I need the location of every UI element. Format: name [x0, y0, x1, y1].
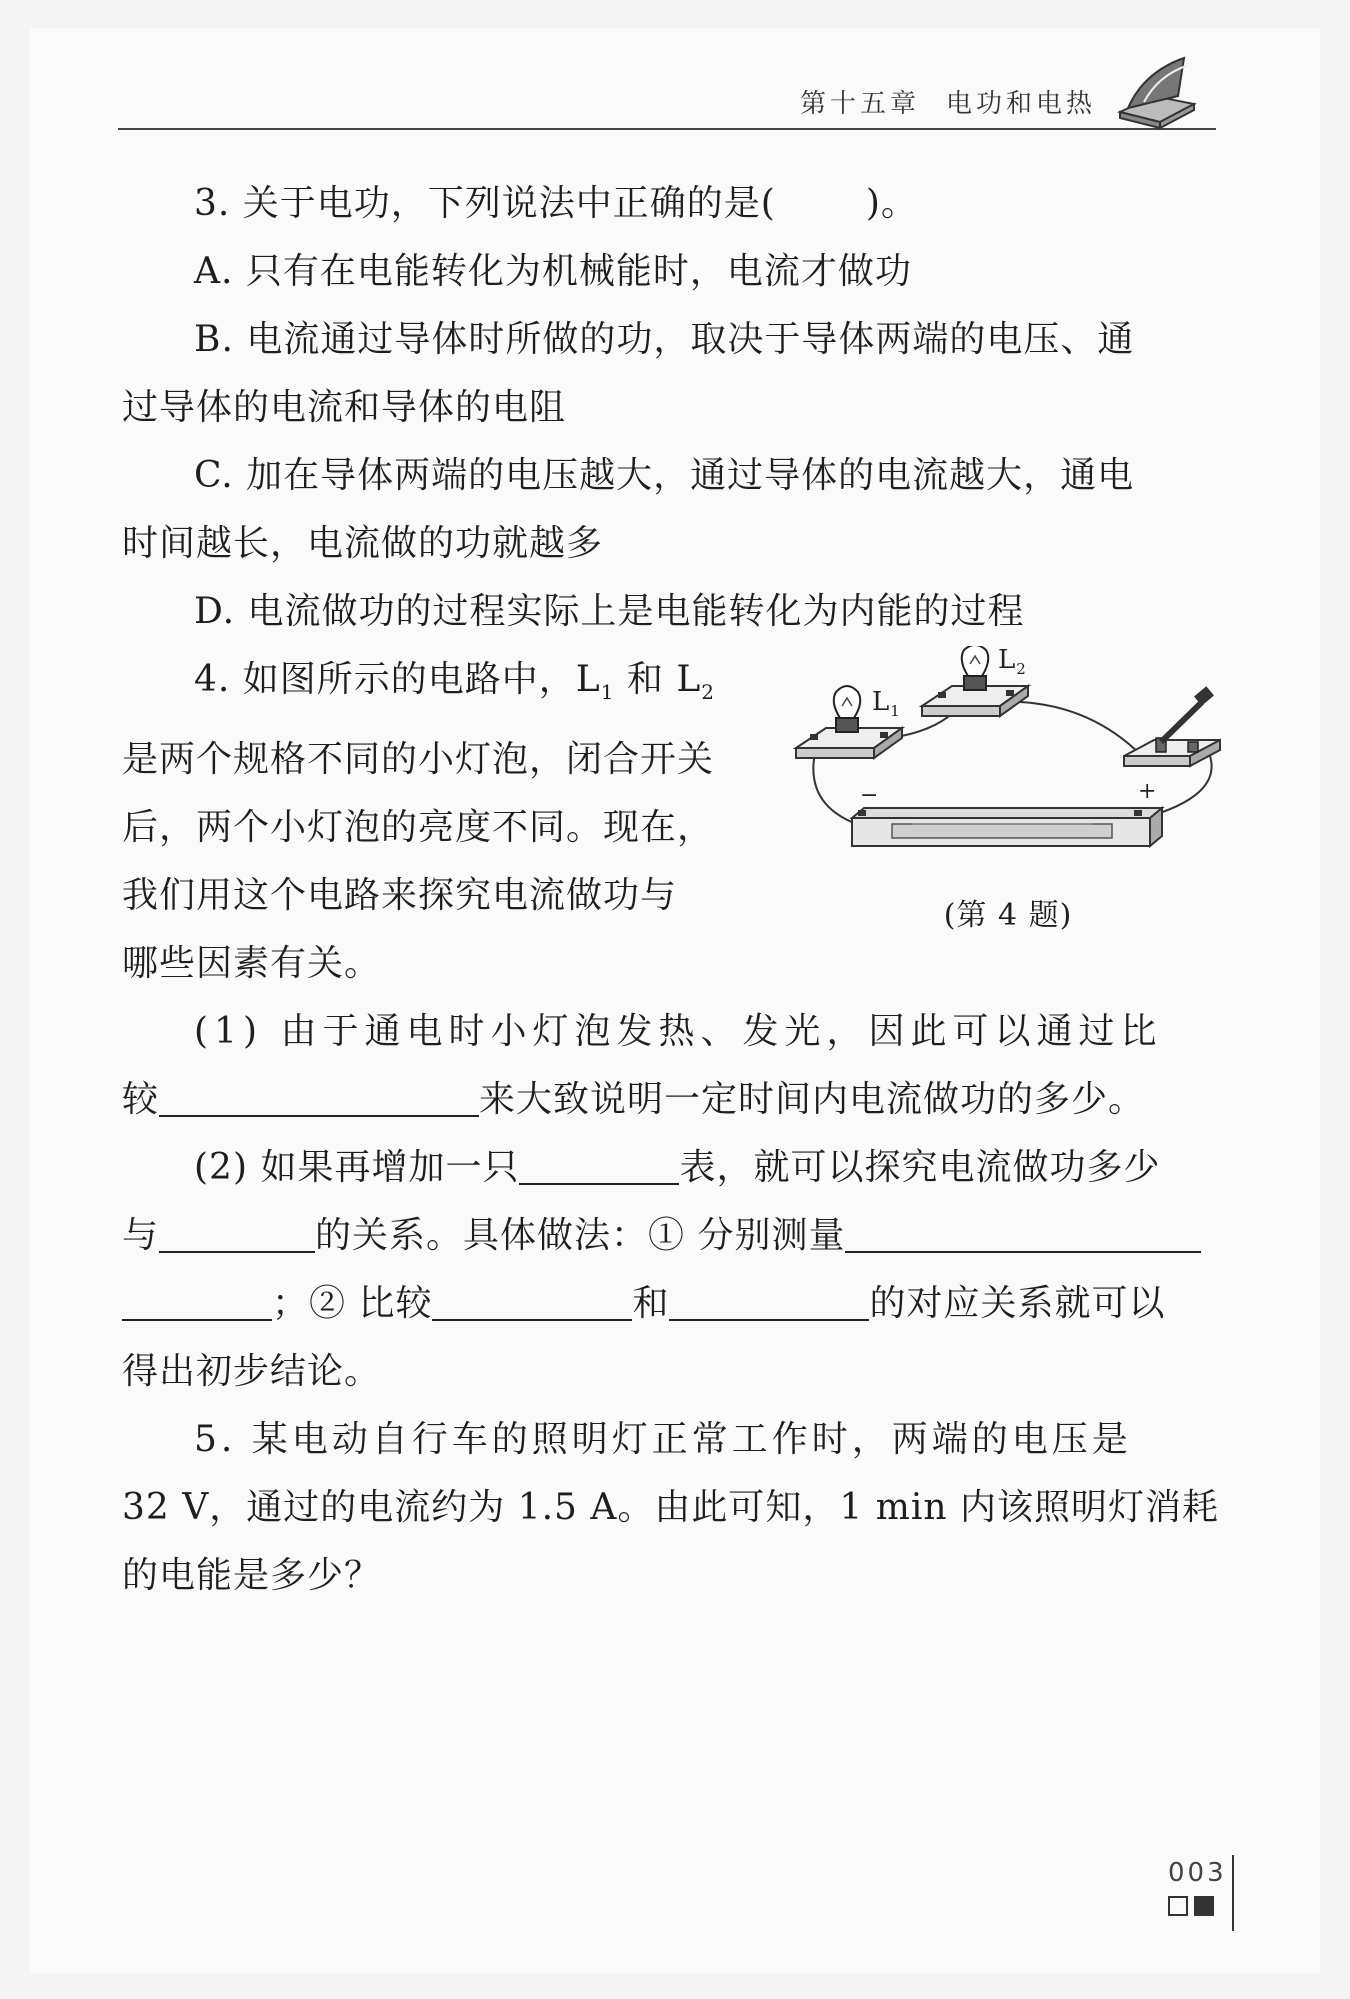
minus-sign: −	[860, 783, 880, 808]
answer-blank-3[interactable]	[159, 1215, 315, 1253]
q5-line2: 32 V，通过的电流约为 1.5 A。由此可知，1 min 内该照明灯消耗	[122, 1487, 1220, 1529]
q4-part2-l3-mid: ；② 比较	[272, 1283, 433, 1325]
page-number: 003	[1168, 1858, 1227, 1888]
answer-blank-6[interactable]	[669, 1283, 869, 1321]
q4-part2-line1	[122, 1134, 1220, 1202]
q4-block	[122, 646, 1220, 1406]
answer-blank-5[interactable]	[432, 1283, 632, 1321]
page-header	[118, 88, 1216, 130]
q4-line1-a: 4. 如图所示的电路中，L	[194, 659, 601, 700]
q4-line4: 我们用这个电路来探究电流做功与	[122, 875, 678, 917]
label-l2: $L_2$	[998, 646, 1027, 678]
q4-part1-pre: 较	[122, 1079, 160, 1121]
label-l1: $L_1$	[872, 687, 901, 720]
q4-part2-line2	[122, 1202, 1220, 1270]
q4-line2: 是两个规格不同的小灯泡，闭合开关	[122, 739, 715, 781]
q4-part1-post: 来大致说明一定时间内电流做功的多少。	[479, 1079, 1146, 1121]
q4-part2-l3-and: 和	[632, 1283, 670, 1325]
q4-part2-l3-post: 的对应关系就可以	[869, 1283, 1166, 1325]
q4-part2-l2-post: 的关系。具体做法：① 分别测量	[315, 1215, 846, 1257]
q4-part2-pre: (2) 如果再增加一只	[194, 1147, 520, 1189]
lamp-l1-bulb	[834, 686, 861, 732]
q5-line3: 的电能是多少？	[122, 1555, 382, 1597]
answer-blank-4-cont[interactable]	[122, 1283, 272, 1321]
q3-option-b-line1: B. 电流通过导体时所做的功，取决于导体两端的电压、通	[194, 319, 1135, 360]
plus-sign: +	[1138, 779, 1158, 804]
q4-sub2: 2	[701, 680, 715, 705]
answer-blank-4[interactable]	[845, 1215, 1201, 1253]
answer-blank-1[interactable]	[159, 1079, 479, 1117]
chapter-title: 电功和电热	[945, 89, 1096, 119]
q5-line1: 5. 某电动自行车的照明灯正常工作时，两端的电压是	[194, 1419, 1132, 1461]
running-head	[800, 83, 1096, 120]
q4-part2-l2-pre: 与	[122, 1215, 160, 1257]
circuit-diagram	[792, 646, 1224, 896]
q4-part2-post: 表，就可以探究电流做功多少	[679, 1147, 1161, 1189]
q4-line1-b: 和 L	[614, 659, 702, 700]
q3-option-d: D. 电流做功的过程实际上是电能转化为内能的过程	[194, 591, 1025, 632]
lamp-l2-bulb	[962, 646, 989, 690]
q3-option-c-line1: C. 加在导体两端的电压越大，通过导体的电流越大，通电	[194, 455, 1135, 496]
page-content	[122, 170, 1220, 1610]
page-number-rule	[1232, 1855, 1234, 1931]
q4-part1-line1: (1) 由于通电时小灯泡发热、发光，因此可以通过比	[194, 1011, 1163, 1053]
q4-part2-line3	[122, 1270, 1220, 1338]
q3-option-a: A. 只有在电能转化为机械能时，电流才做功	[194, 251, 912, 292]
q3-stem-text: 3. 关于电功，下列说法中正确的是(	[194, 183, 776, 224]
wire-l2-switch	[1020, 702, 1142, 756]
q4-part2-line4: 得出初步结论。	[122, 1351, 382, 1393]
q3-option-b-line2: 过导体的电流和导体的电阻	[122, 387, 567, 428]
wire-left	[813, 748, 862, 826]
switch	[1124, 686, 1220, 766]
figure-caption: (第 4 题)	[943, 898, 1073, 933]
page-marker-filled	[1194, 1896, 1214, 1916]
q4-sub1: 1	[600, 680, 615, 705]
q4-line5: 哪些因素有关。	[122, 943, 382, 985]
battery	[852, 808, 1162, 846]
q4-line1	[122, 646, 762, 726]
q4-part1-line2	[122, 1066, 1220, 1134]
q4-stem	[122, 646, 762, 998]
q3-stem-end: )。	[865, 183, 918, 224]
circuit-figure	[792, 646, 1224, 946]
q3-stem	[122, 170, 1220, 238]
chapter-label: 第十五章	[799, 89, 920, 119]
q3-option-c-line2: 时间越长，电流做的功就越多	[122, 523, 604, 564]
answer-blank-2[interactable]	[519, 1147, 679, 1185]
page-marker-hollow	[1168, 1896, 1188, 1916]
book-icon	[1114, 52, 1198, 132]
q4-line3: 后，两个小灯泡的亮度不同。现在，	[122, 807, 715, 849]
